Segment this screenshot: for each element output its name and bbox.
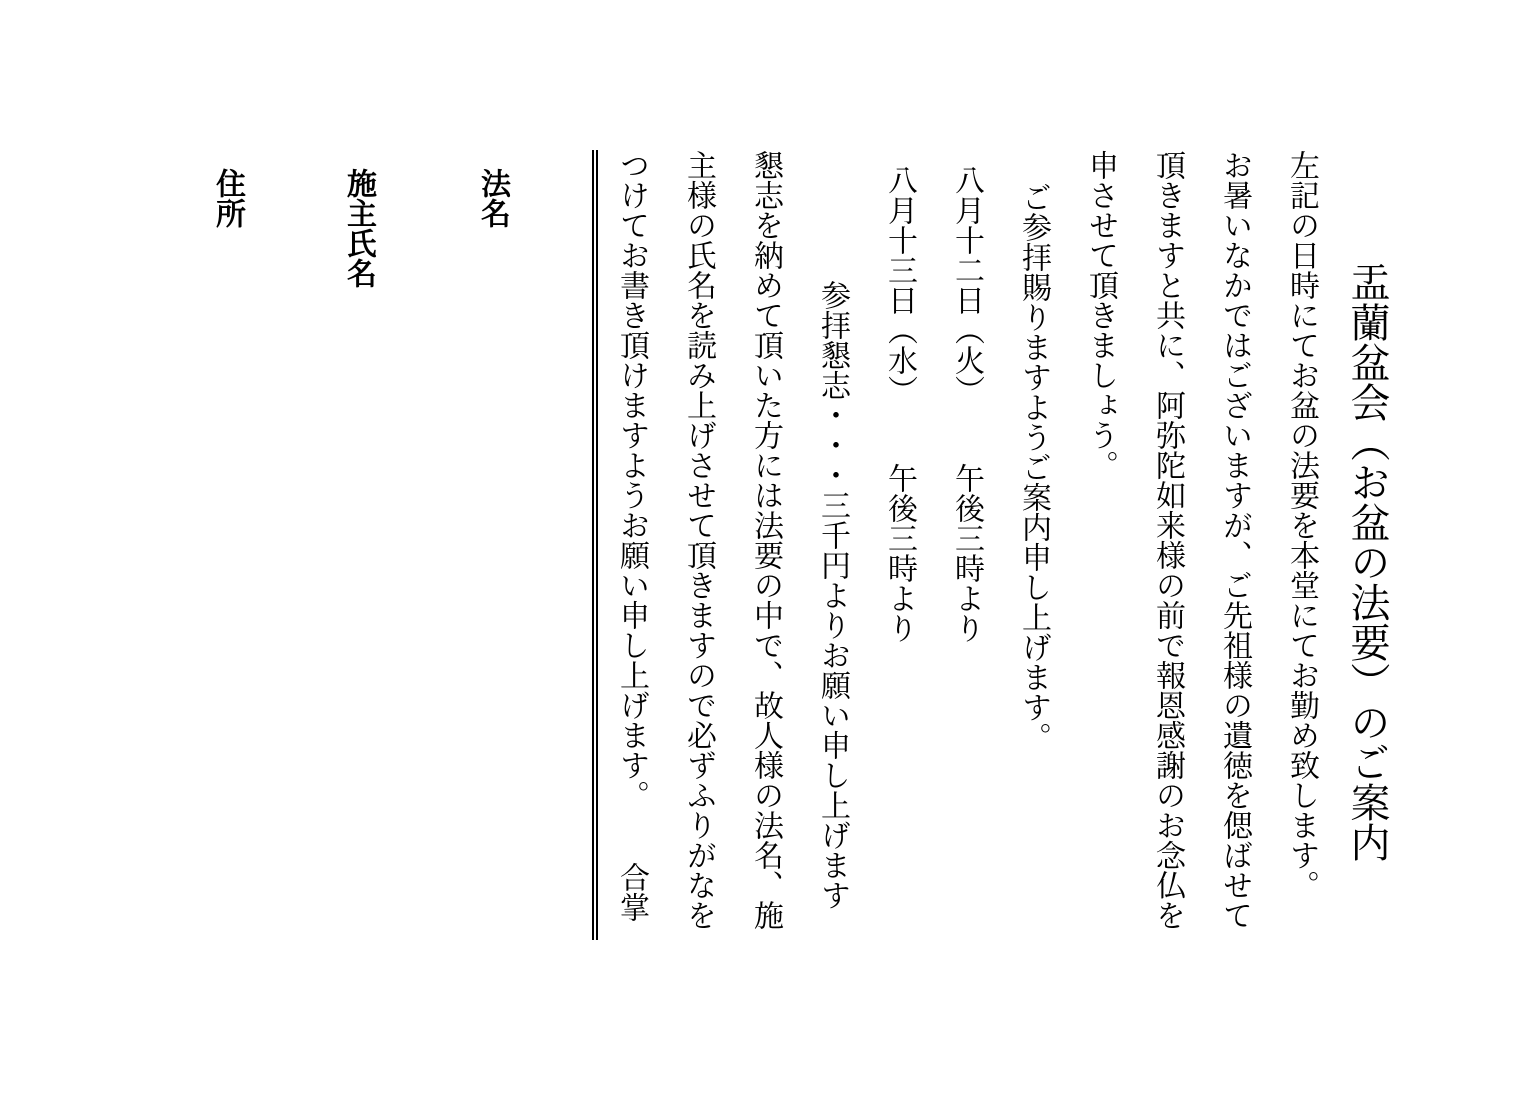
offering-line: 参拝懇志・・・三千円よりお願い申し上げます [816, 280, 849, 910]
schedule-date-1: 八月十二日（火） [950, 165, 983, 405]
seshu-field-label: 施主氏名 [342, 168, 375, 288]
notes-line-2: 主様の氏名を読み上げさせて頂きますので必ずふりがなを [682, 150, 715, 930]
schedule-date-2: 八月十三日（水） [883, 165, 916, 405]
schedule-line-1 [933, 150, 1000, 1094]
gassho-closing: 合掌 [615, 862, 648, 922]
body-line-4: 申させて頂きましょう。 [1084, 150, 1117, 480]
body-line-2: お暑いなかではございますが、ご先祖様の遺徳を偲ばせて [1218, 150, 1251, 930]
schedule-time-1: 午後三時より [950, 463, 983, 643]
schedule-line-2 [866, 150, 933, 1094]
notes-line-3 [598, 150, 665, 1094]
invitation-line: ご参拝賜りますようご案内申し上げます。 [1017, 182, 1050, 752]
homyo-field-label: 法名 [476, 168, 509, 228]
letter-title: 盂蘭盆会（お盆の法要）のご案内 [1345, 262, 1390, 862]
address-field-label: 住所 [211, 168, 244, 228]
body-line-1: 左記の日時にてお盆の法要を本堂にてお勤め致します。 [1285, 150, 1318, 900]
notes-line-3-text: つけてお書き頂けますようお願い申し上げます。 [615, 150, 648, 810]
body-line-3: 頂きますと共に、阿弥陀如来様の前で報恩感謝のお念仏を [1151, 150, 1184, 930]
notes-line-1: 懇志を納めて頂いた方には法要の中で、故人様の法名、施 [749, 150, 782, 930]
schedule-time-2: 午後三時より [883, 463, 916, 643]
